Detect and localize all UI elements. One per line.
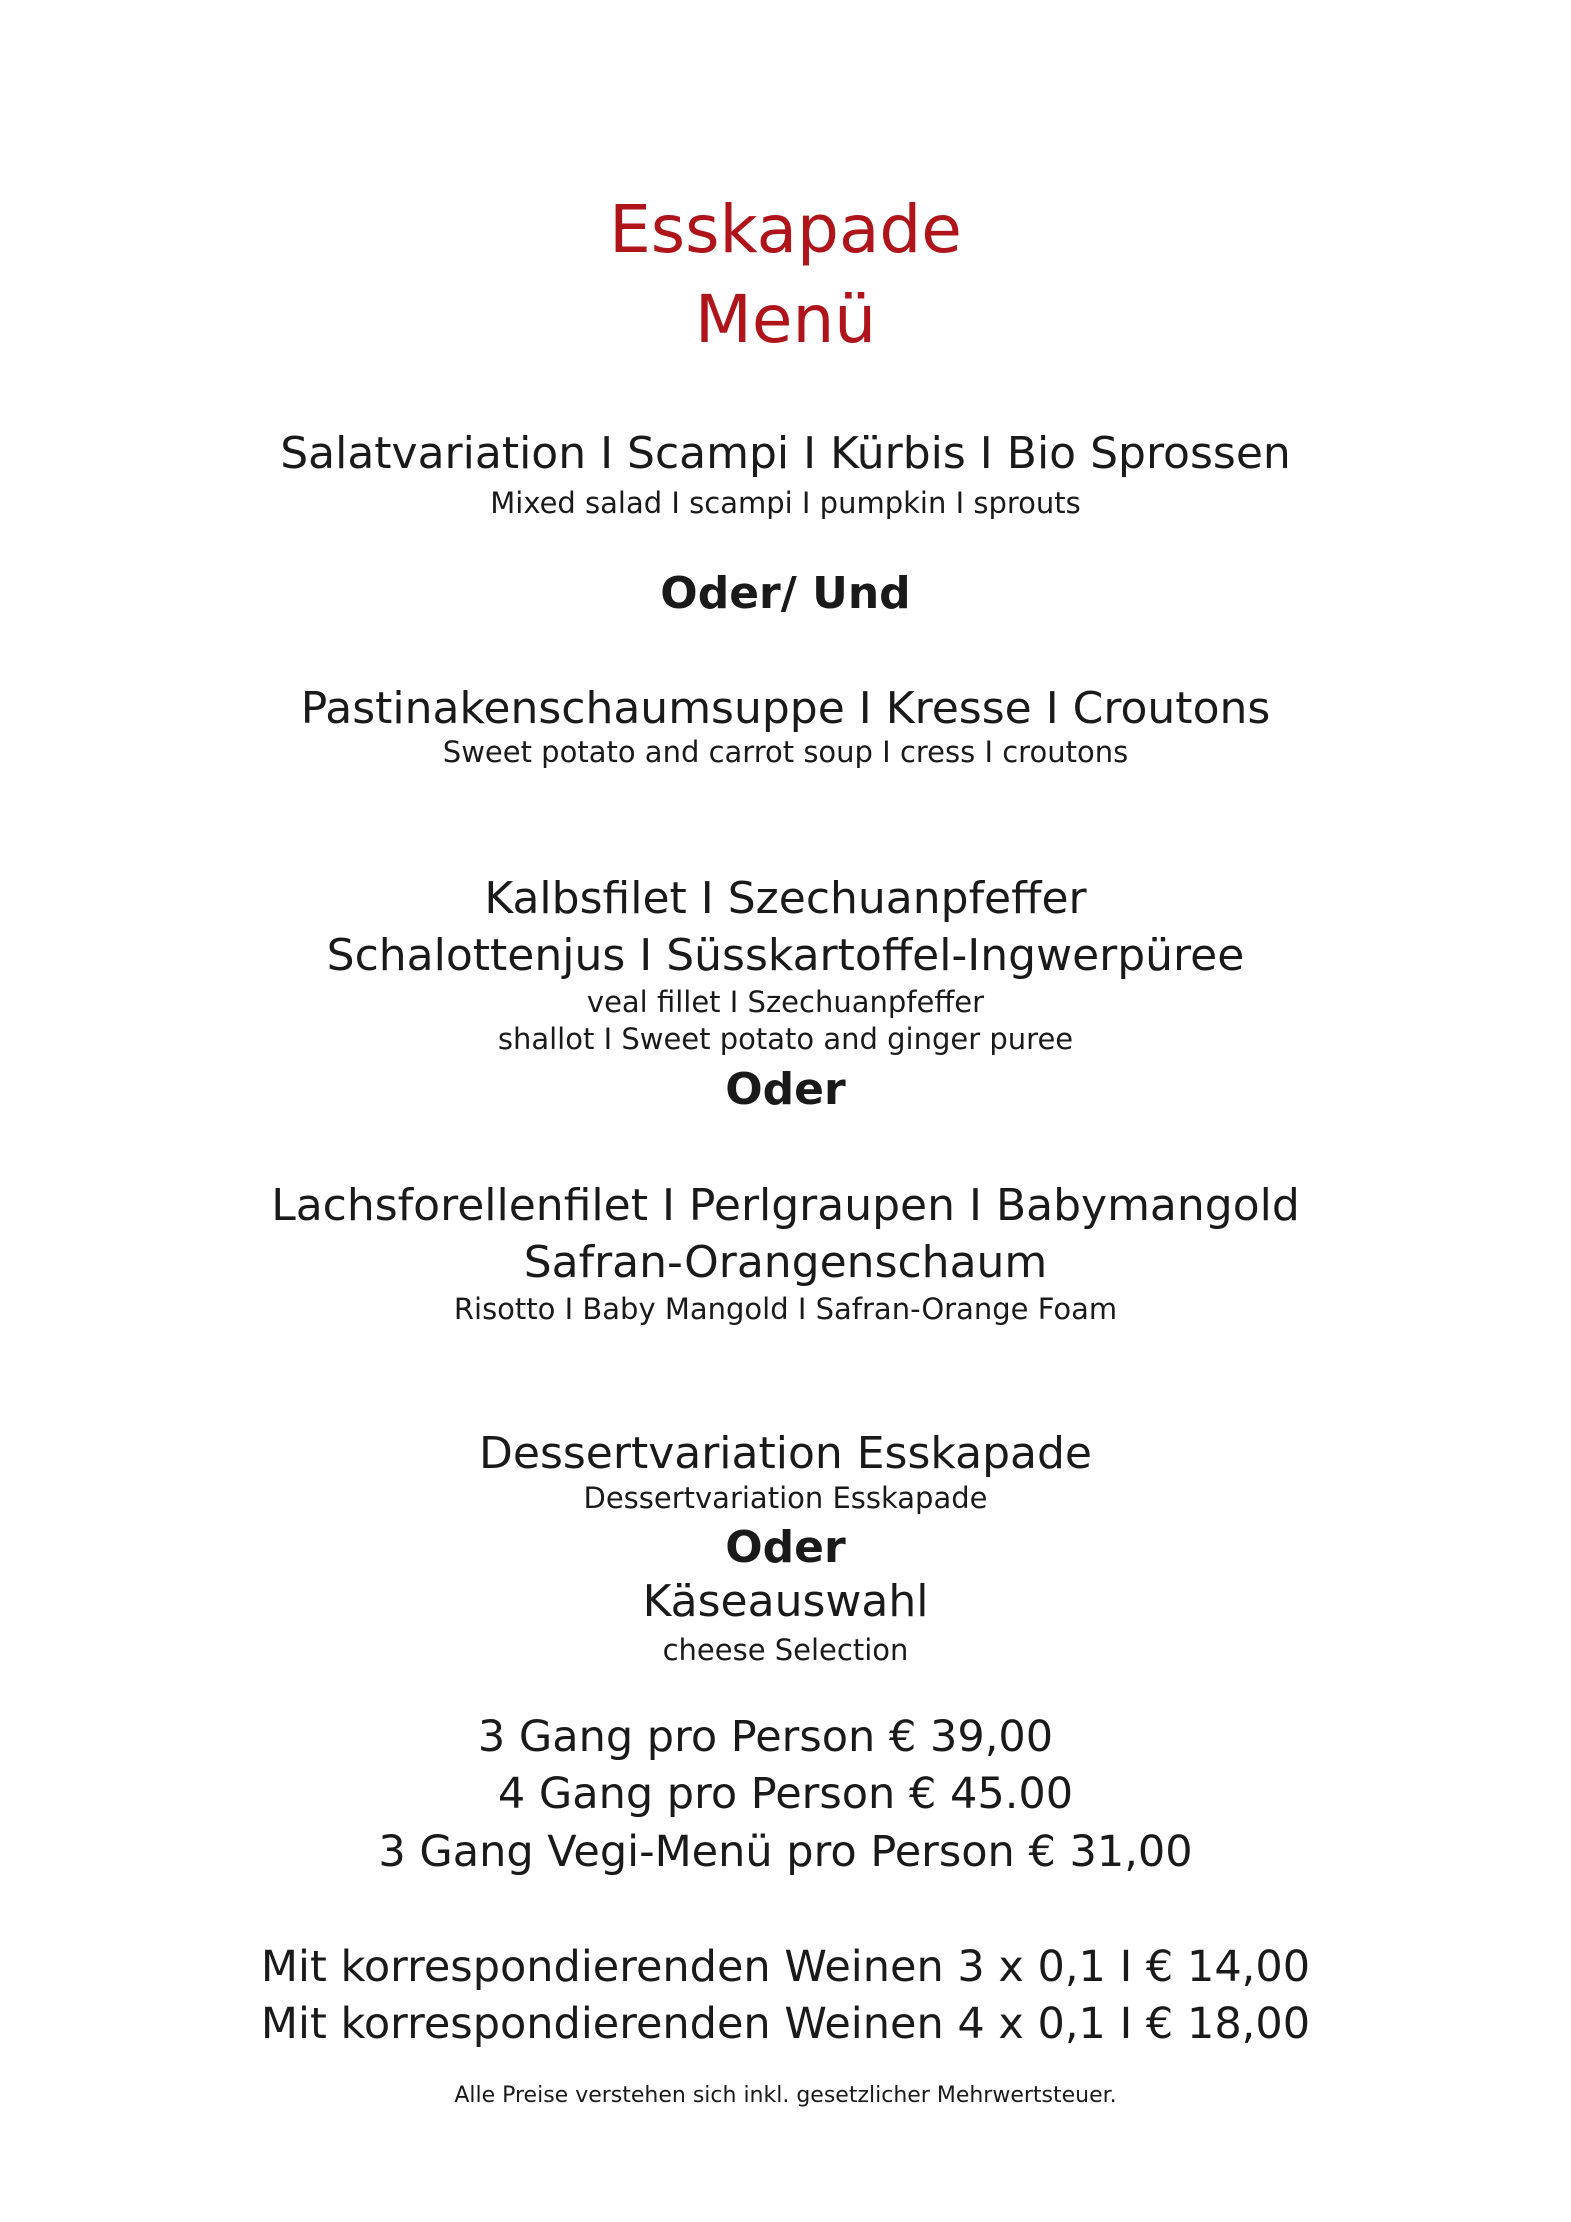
price-vegi-menu: 3 Gang Vegi-Menü pro Person € 31,00 <box>378 1827 1193 1877</box>
menu-title-line2: Menü <box>694 281 877 358</box>
course-dessert-translation: Dessertvariation Esskapade <box>583 1481 988 1515</box>
separator-oder-und: Oder/ Und <box>660 568 911 619</box>
course-trout-translation: Risotto I Baby Mangold I Safran-Orange Foam <box>453 1292 1118 1326</box>
course-salad: Salatvariation I Scampi I Kürbis I Bio Sprossen <box>280 428 1291 479</box>
wine-pairing-3: Mit korrespondierenden Weinen 3 x 0,1 I € 14,00 <box>260 1942 1311 1992</box>
course-veal-line2: Schalottenjus I Süsskartoffel-Ingwerpüree <box>326 930 1245 981</box>
course-trout-line1: Lachsforellenfilet I Perlgraupen I Babymangold <box>271 1180 1300 1231</box>
separator-oder-main: Oder <box>725 1064 846 1115</box>
course-veal-line1: Kalbsfilet I Szechuanpfeffer <box>484 873 1087 924</box>
price-4-course: 4 Gang pro Person € 45.00 <box>497 1769 1074 1819</box>
course-soup-translation: Sweet potato and carrot soup I cress I croutons <box>442 735 1129 769</box>
course-cheese-translation: cheese Selection <box>662 1633 909 1667</box>
course-cheese: Käseauswahl <box>642 1576 929 1627</box>
course-dessert: Dessertvariation Esskapade <box>479 1428 1092 1479</box>
menu-title-line1: Esskapade <box>609 191 962 268</box>
price-3-course: 3 Gang pro Person € 39,00 <box>477 1712 1054 1762</box>
vat-footnote: Alle Preise verstehen sich inkl. gesetzlicher Mehrwertsteuer. <box>454 2083 1117 2108</box>
course-trout-line2: Safran-Orangenschaum <box>523 1237 1048 1288</box>
course-soup: Pastinakenschaumsuppe I Kresse I Croutons <box>300 683 1271 734</box>
course-salad-translation: Mixed salad I scampi I pumpkin I sprouts <box>490 486 1081 520</box>
course-veal-translation-line2: shallot I Sweet potato and ginger puree <box>497 1022 1074 1056</box>
separator-oder-dessert: Oder <box>725 1522 846 1573</box>
wine-pairing-4: Mit korrespondierenden Weinen 4 x 0,1 I € 18,00 <box>260 1999 1311 2049</box>
course-veal-translation-line1: veal fillet I Szechuanpfeffer <box>586 985 985 1019</box>
